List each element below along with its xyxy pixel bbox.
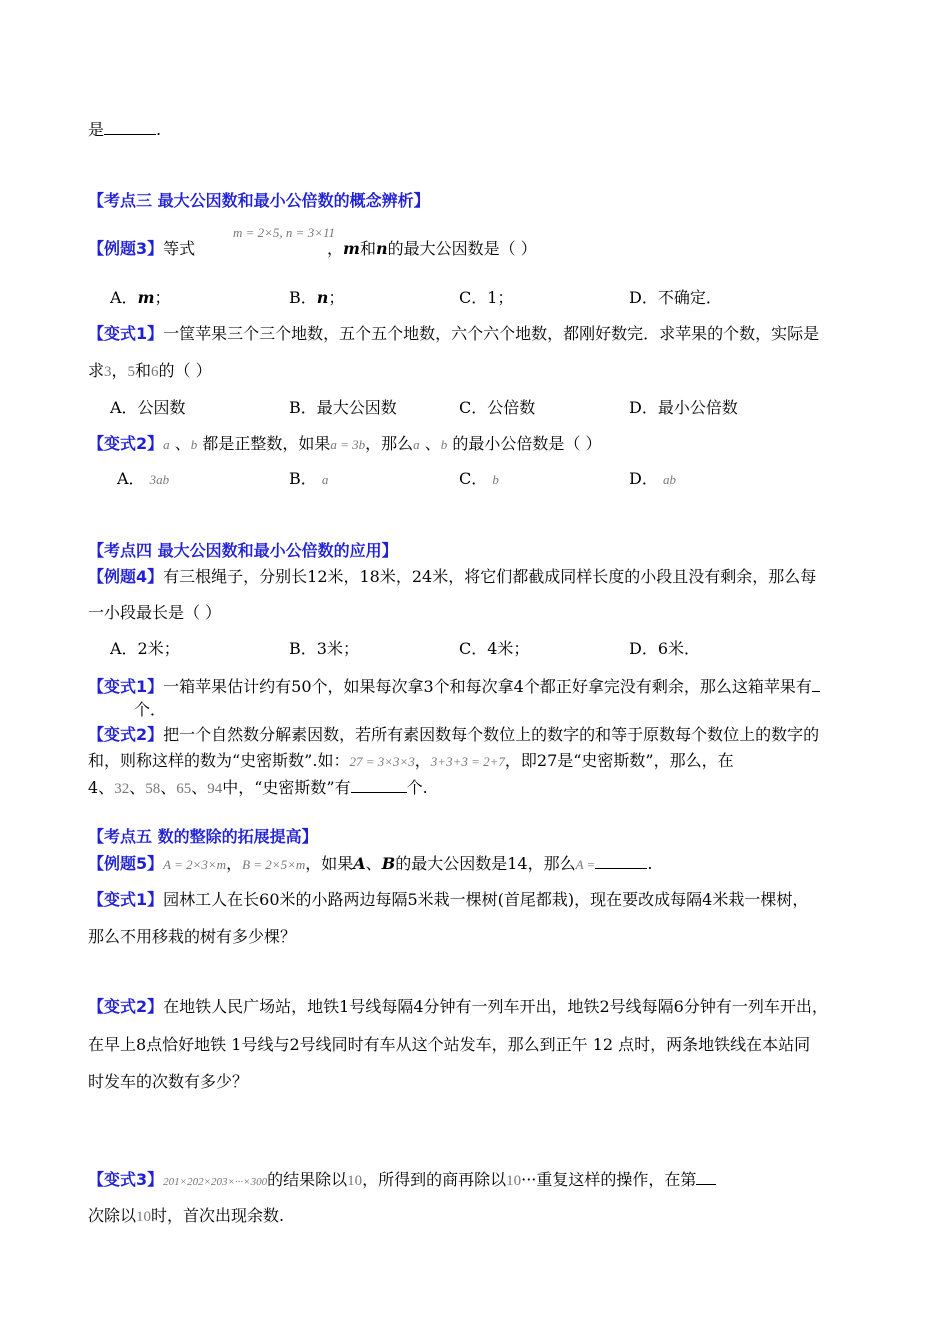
- variant1-option-d: D．最小公倍数: [629, 398, 738, 417]
- variant1-text: 一筐苹果三个三个地数，五个五个地数，六个六个地数，都刚好数完．求苹果的个数，实际是: [163, 324, 820, 343]
- s4-variant1-line2: 个．: [134, 700, 167, 719]
- variant1-line1: [88, 323, 819, 345]
- var-b: b: [190, 437, 198, 452]
- example5-label: 【例题5】: [88, 854, 164, 873]
- eq-27: 27 = 3×3×3: [349, 754, 415, 769]
- variant1-option-b: B．最大公因数: [289, 398, 397, 417]
- answer-blank: [104, 118, 156, 135]
- num-3: 3: [104, 364, 112, 380]
- example3-rest: [327, 238, 537, 260]
- s4-variant2-line1: 【变式2】把一个自然数分解素因数，若所有素因数每个数位上的数字的和等于原数每个数位上的数字的: [88, 725, 820, 744]
- example4-option-a: A．2米；: [110, 639, 180, 658]
- s4-variant1-line1: 【变式1】一箱苹果估计约有50个，如果每次拿3个和每次拿4个都正好拿完没有剩余，那么这箱苹果有: [88, 675, 820, 698]
- example4-option-c: C．4米；: [459, 639, 530, 658]
- example3-option-b: B．n；: [289, 288, 345, 307]
- var-m: m: [343, 239, 360, 258]
- s4-variant2-line2: 和，则称这样的数为“史密斯数”.如：27 = 3×3×3，3+3+3 = 2+7，即27是“史密斯数”，那么，在: [88, 751, 734, 770]
- s5-variant2-line3: 时发车的次数有多少？: [88, 1072, 249, 1091]
- var-a: a: [163, 437, 170, 452]
- s5-variant2-label: 【变式2】: [88, 997, 164, 1016]
- example4-option-d: D．6米．: [629, 639, 701, 658]
- variant2-option-c: C． b: [459, 469, 499, 488]
- example3-line: [88, 238, 195, 260]
- s5-variant2-line2: 在早上8点恰好地铁 1号线与2号线同时有车从这个站发车，那么到正午 12 点时，两条地铁线在本站同: [88, 1035, 811, 1054]
- example3-post: ，: [327, 239, 344, 258]
- variant2-option-a: A． 3ab: [117, 469, 170, 488]
- example3-label: 【例题3】: [88, 239, 164, 258]
- s5-variant3-label: 【变式3】: [88, 1170, 164, 1189]
- example3-option-c: C．1；: [459, 288, 514, 307]
- ask-A: A =: [575, 857, 596, 872]
- variant2-label: 【变式2】: [88, 434, 164, 453]
- section3-title: 【考点三 最大公因数和最小公倍数的概念辨析】: [88, 191, 430, 210]
- s4-variant2-label: 【变式2】: [88, 725, 164, 744]
- s5-variant2-line1: 【变式2】在地铁人民广场站，地铁1号线每隔4分钟有一列车开出，地铁2号线每隔6分钟有一列车开出，: [88, 997, 828, 1016]
- s5-variant3-line1: 【变式3】201×202×203×···×300的结果除以10，所得到的商再除以10···重复这样的操作，在第: [88, 1168, 716, 1193]
- example3-tail: 的最大公因数是（ ）: [387, 239, 537, 258]
- section4-title: 【考点四 最大公因数和最小公倍数的应用】: [88, 541, 398, 560]
- example3-and: 和: [359, 239, 376, 258]
- answer-blank: [351, 776, 407, 793]
- top-line: [88, 118, 161, 141]
- answer-blank: [696, 1168, 716, 1185]
- example4-line2: 一小段最长是（ ）: [88, 603, 222, 622]
- s4-variant1-label: 【变式1】: [88, 677, 164, 696]
- variant1-line2: 求3，5和6的（ ）: [88, 361, 212, 380]
- s5-variant1-label: 【变式1】: [88, 890, 164, 909]
- eq-sum: 3+3+3 = 2+7: [430, 754, 505, 769]
- num-5: 5: [127, 364, 136, 380]
- s5-variant1-line2: 那么不用移栽的树有多少棵？: [88, 927, 297, 946]
- variant1-option-a: A．公因数: [110, 398, 186, 417]
- variant2-option-b: B． a: [289, 469, 329, 488]
- example4-line1: 【例题4】有三根绳子，分别长12米，18米，24米，将它们都截成同样长度的小段且没有剩余，那么每: [88, 567, 817, 586]
- eq-A: A = 2×3×m: [163, 857, 227, 872]
- top-line-text: 是: [88, 120, 105, 139]
- variant2-line: 【变式2】a 、b 都是正整数，如果a = 3b，那么a 、b 的最小公倍数是（ ）: [88, 434, 602, 453]
- var-n: n: [375, 239, 388, 258]
- answer-blank: [812, 675, 820, 692]
- num-6: 6: [151, 364, 159, 380]
- s5-variant3-line2: 次除以10时，首次出现余数.: [88, 1206, 285, 1225]
- example3-pre: 等式: [163, 239, 196, 258]
- condition-a-3b: a = 3b: [330, 437, 366, 452]
- s5-variant1-line1: 【变式1】园林工人在长60米的小路两边每隔5米栽一棵树(首尾都栽)，现在要改成每隔4米栽一棵树，: [88, 890, 809, 909]
- product-expr: 201×202×203×···×300: [163, 1176, 268, 1188]
- example3-option-a: A．m；: [110, 288, 171, 307]
- example5-line: 【例题5】A = 2×3×m，B = 2×5×m，如果A、B的最大公因数是14，那么A = .: [88, 854, 653, 873]
- variant2-option-d: D． ab: [629, 469, 676, 488]
- example3-formula: m = 2×5, n = 3×11: [233, 225, 336, 240]
- variant1-option-c: C．公倍数: [459, 398, 536, 417]
- variant1-label: 【变式1】: [88, 324, 164, 343]
- top-line-end: .: [156, 120, 162, 139]
- section5-title: 【考点五 数的整除的拓展提高】: [88, 827, 318, 846]
- answer-blank: [595, 852, 647, 869]
- example4-option-b: B．3米；: [289, 639, 359, 658]
- example3-option-d: D．不确定．: [629, 288, 722, 307]
- s4-variant2-line3: 4、32、58、65、94中，“史密斯数”有 个.: [88, 778, 428, 797]
- example4-label: 【例题4】: [88, 567, 164, 586]
- eq-B: B = 2×5×m: [242, 857, 306, 872]
